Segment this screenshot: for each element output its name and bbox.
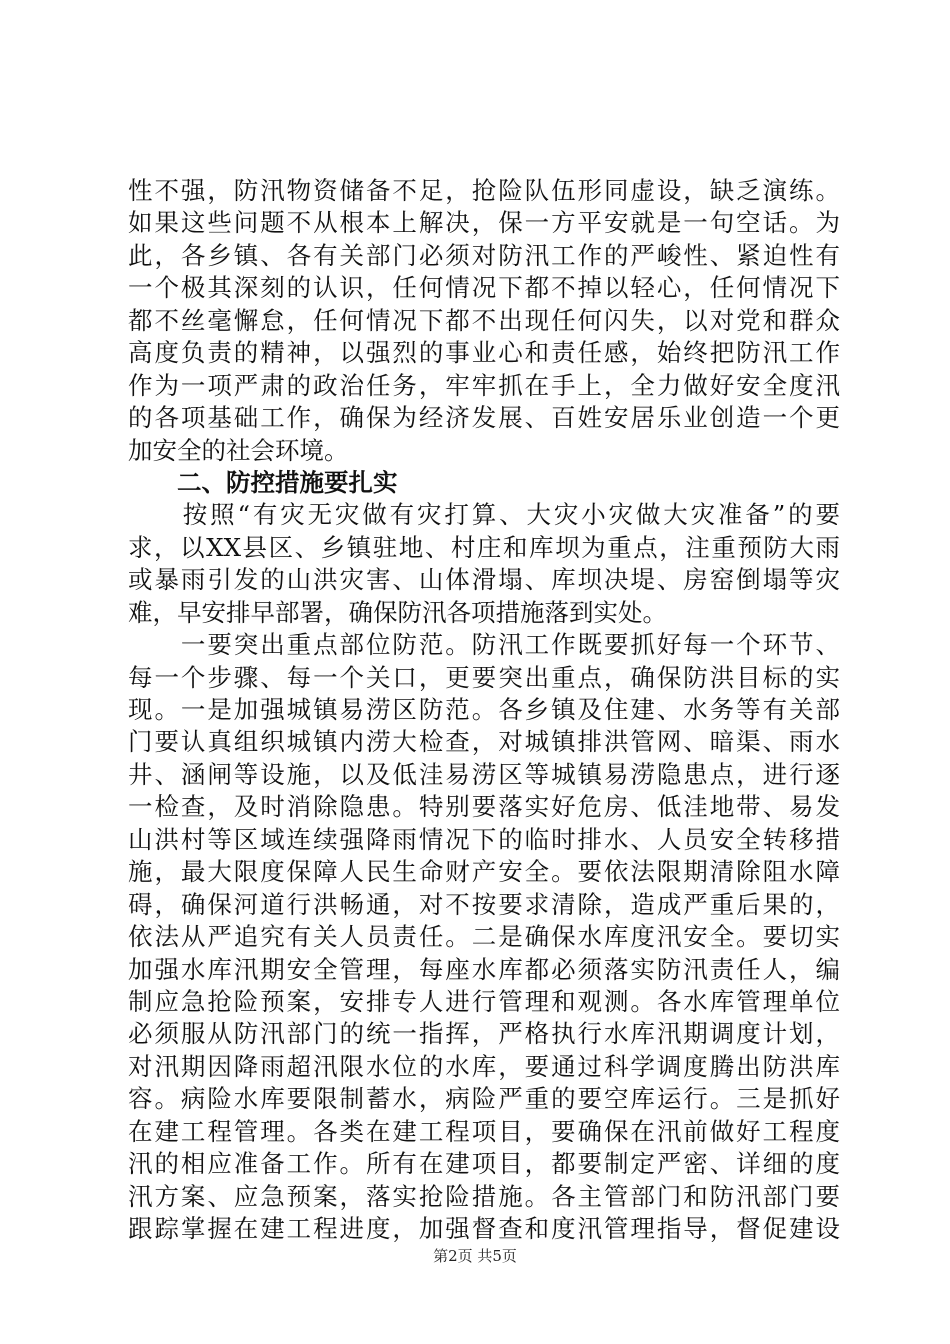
page-footer: 第2页 共5页 (433, 1247, 517, 1265)
text-line: 高度负责的精神，以强烈的事业心和责任感，始终把防汛工作 (128, 338, 840, 368)
text-line: 依法从严追究有关人员责任。二是确保水库度汛安全。要切实 (128, 922, 840, 952)
body-text (128, 175, 840, 1245)
text-line: 汛方案、应急预案，落实抢险措施。各主管部门和防汛部门要 (128, 1181, 840, 1211)
text-line: 碍，确保河道行洪畅通，对不按要求清除，造成严重后果的， (128, 889, 840, 919)
text-line: 山洪村等区域连续强降雨情况下的临时排水、人员安全转移措 (128, 824, 840, 854)
text-line: 此，各乡镇、各有关部门必须对防汛工作的严峻性、紧迫性有 (128, 240, 840, 270)
text-line: 汛的相应准备工作。所有在建项目，都要制定严密、详细的度 (128, 1149, 840, 1179)
text-line: 按照“有灾无灾做有灾打算、大灾小灾做大灾准备”的要 (128, 500, 840, 530)
text-line: 制应急抢险预案，安排专人进行管理和观测。各水库管理单位 (128, 986, 840, 1016)
text-line: 难，早安排早部署，确保防汛各项措施落到实处。 (128, 597, 667, 627)
text-line: 容。病险水库要限制蓄水，病险严重的要空库运行。三是抓好 (128, 1084, 840, 1114)
section-heading: 二、防控措施要扎实 (177, 467, 398, 497)
text-line: 求，以XX县区、乡镇驻地、村庄和库坝为重点，注重预防大雨 (128, 532, 840, 562)
text-line: 一检查，及时消除隐患。特别要落实好危房、低洼地带、易发 (128, 792, 840, 822)
text-line: 现。一是加强城镇易涝区防范。各乡镇及住建、水务等有关部 (128, 695, 840, 724)
text-line: 门要认真组织城镇内涝大检查，对城镇排洪管网、暗渠、雨水 (128, 727, 840, 757)
text-line: 都不丝毫懈怠，任何情况下都不出现任何闪失，以对党和群众 (128, 305, 840, 335)
text-line: 或暴雨引发的山洪灾害、山体滑塌、库坝决堤、房窑倒塌等灾 (128, 565, 840, 595)
text-line: 每一个步骤、每一个关口，更要突出重点，确保防洪目标的实 (128, 662, 840, 692)
text-line: 必须服从防汛部门的统一指挥，严格执行水库汛期调度计划， (128, 1019, 840, 1049)
text-line: 跟踪掌握在建工程进度，加强督查和度汛管理指导，督促建设 (128, 1214, 840, 1243)
text-line: 对汛期因降雨超汛限水位的水库，要通过科学调度腾出防洪库 (128, 1051, 840, 1081)
text-line: 一要突出重点部位防范。防汛工作既要抓好每一个环节、 (128, 630, 840, 660)
text-line: 作为一项严肃的政治任务，牢牢抓在手上，全力做好安全度汛 (128, 370, 840, 400)
text-line: 井、涵闸等设施，以及低洼易涝区等城镇易涝隐患点，进行逐 (128, 759, 840, 789)
text-line: 加强水库汛期安全管理，每座水库都必须落实防汛责任人，编 (128, 954, 840, 984)
text-line: 的各项基础工作，确保为经济发展、百姓安居乐业创造一个更 (128, 403, 840, 433)
text-line: 在建工程管理。各类在建工程项目，要确保在汛前做好工程度 (128, 1116, 840, 1146)
text-line: 加安全的社会环境。 (128, 435, 349, 465)
text-line: 性不强，防汛物资储备不足，抢险队伍形同虚设，缺乏演练。 (128, 176, 840, 205)
text-line: 施，最大限度保障人民生命财产安全。要依法限期清除阻水障 (128, 857, 840, 887)
text-line: 一个极其深刻的认识，任何情况下都不掉以轻心，任何情况下 (128, 273, 840, 303)
text-line: 如果这些问题不从根本上解决，保一方平安就是一句空话。为 (128, 208, 840, 238)
